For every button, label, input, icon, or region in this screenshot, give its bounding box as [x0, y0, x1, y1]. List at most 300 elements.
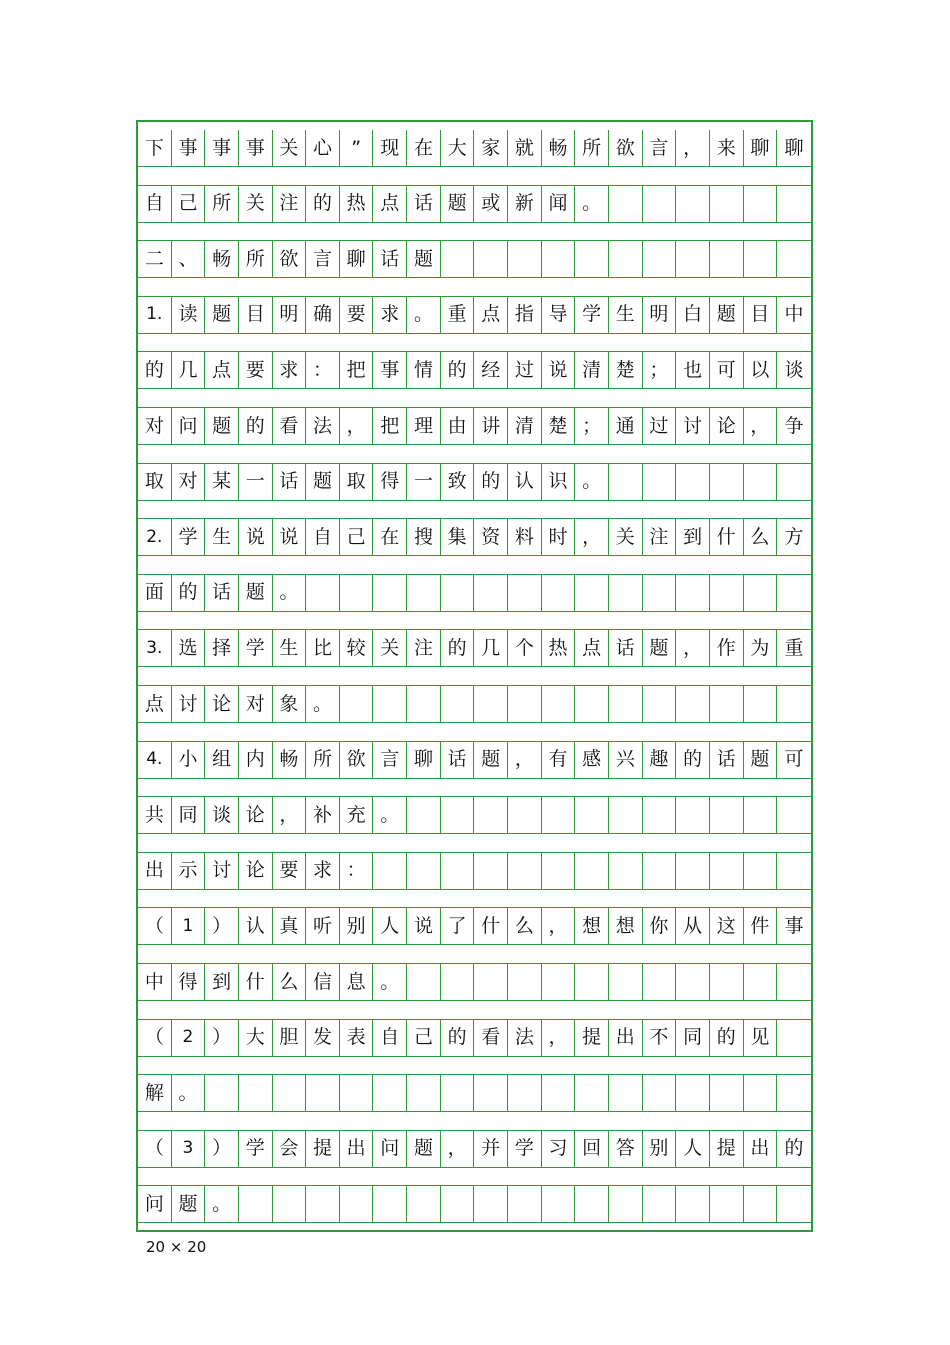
grid-cell: 的 — [138, 352, 172, 388]
grid-cell: 讲 — [474, 408, 508, 444]
grid-cell: 以 — [744, 352, 778, 388]
grid-row — [138, 908, 811, 945]
grid-cell: 问 — [373, 1131, 407, 1167]
grid-cell: 话 — [407, 186, 441, 222]
grid-cell: 清 — [508, 408, 542, 444]
grid-cell: 的 — [474, 464, 508, 500]
grid-cell: 的 — [239, 408, 273, 444]
grid-cell: 点 — [138, 686, 172, 722]
row-gap — [138, 1057, 811, 1076]
grid-cell — [777, 797, 811, 833]
grid-cell: 的 — [710, 1020, 744, 1056]
grid-cell: 争 — [784, 414, 804, 437]
grid-cell — [575, 853, 609, 889]
grid-cell — [575, 1186, 609, 1222]
grid-cell: 可 — [784, 748, 804, 771]
grid-cell: ： — [306, 352, 340, 388]
grid-cell: 2. — [138, 519, 172, 555]
grid-cell: 这 — [710, 908, 744, 944]
grid-cell: 得 — [172, 964, 206, 1000]
grid-cell: ： — [340, 853, 374, 889]
grid-size-label: 20 × 20 — [146, 1238, 207, 1256]
grid-cell: 把 — [373, 408, 407, 444]
grid-cell: 注 — [643, 519, 677, 555]
grid-cell: 补 — [306, 797, 340, 833]
grid-cell — [777, 1020, 811, 1056]
grid-cell: 么 — [508, 908, 542, 944]
grid-cell — [777, 1186, 811, 1222]
grid-cell: 题 — [205, 297, 239, 333]
grid-cell: 么 — [273, 964, 307, 1000]
grid-cell: 己 — [340, 519, 374, 555]
grid-cell — [306, 1075, 340, 1111]
grid-cell: 欲 — [609, 130, 643, 166]
grid-cell — [676, 797, 710, 833]
grid-cell: 楚 — [609, 352, 643, 388]
grid-cell — [744, 464, 778, 500]
grid-cell — [407, 964, 441, 1000]
grid-cell — [609, 686, 643, 722]
grid-cell: 生 — [609, 297, 643, 333]
grid-cell: 理 — [407, 408, 441, 444]
grid-cell — [676, 241, 710, 277]
grid-cell — [609, 575, 643, 611]
row-gap — [138, 723, 811, 742]
grid-cell: ） — [205, 1131, 239, 1167]
grid-cell: 注 — [407, 630, 441, 666]
grid-cell — [744, 241, 778, 277]
grid-cell: 可 — [710, 352, 744, 388]
grid-cell — [710, 464, 744, 500]
grid-cell — [407, 686, 441, 722]
grid-cell — [474, 853, 508, 889]
grid-cell: 解 — [138, 1075, 172, 1111]
grid-cell: 出 — [744, 1131, 778, 1167]
grid-cell — [474, 797, 508, 833]
grid-row — [138, 464, 811, 501]
grid-cell: 人 — [373, 908, 407, 944]
grid-cell — [777, 575, 811, 611]
grid-cell — [744, 853, 778, 889]
grid-cell — [676, 686, 710, 722]
grid-cell: 胆 — [273, 1020, 307, 1056]
grid-cell: 趣 — [643, 742, 677, 778]
row-gap — [138, 223, 811, 242]
grid-cell — [441, 575, 475, 611]
grid-cell: 认 — [508, 464, 542, 500]
grid-cell: 提 — [306, 1131, 340, 1167]
grid-cell — [407, 853, 441, 889]
grid-cell: 关 — [373, 630, 407, 666]
grid-cell: 生 — [205, 519, 239, 555]
grid-cell: 所 — [575, 130, 609, 166]
grid-cell: 面 — [138, 575, 172, 611]
grid-cell: 言 — [643, 130, 677, 166]
grid-cell: 求 — [373, 297, 407, 333]
grid-cell: 说 — [273, 519, 307, 555]
row-gap — [138, 612, 811, 631]
grid-cell: 新 — [508, 186, 542, 222]
grid-cell: （ — [138, 1131, 172, 1167]
grid-cell: 己 — [407, 1020, 441, 1056]
grid-cell: 什 — [239, 964, 273, 1000]
grid-cell: 对 — [138, 408, 172, 444]
grid-cell: 话 — [273, 464, 307, 500]
grid-cell — [474, 1186, 508, 1222]
grid-cell — [542, 686, 576, 722]
grid-cell: ， — [676, 630, 710, 666]
grid-cell — [643, 464, 677, 500]
grid-cell: 求 — [273, 352, 307, 388]
grid-cell: 小 — [172, 742, 206, 778]
grid-cell: 重 — [784, 636, 804, 659]
row-gap — [138, 667, 811, 686]
grid-cell: 注 — [273, 186, 307, 222]
grid-cell: 所 — [306, 742, 340, 778]
grid-cell: 什 — [474, 908, 508, 944]
grid-cell: ） — [205, 1020, 239, 1056]
grid-cell: 习 — [542, 1131, 576, 1167]
grid-cell: 就 — [508, 130, 542, 166]
grid-cell: 共 — [138, 797, 172, 833]
grid-cell — [744, 797, 778, 833]
grid-cell: ； — [575, 408, 609, 444]
grid-cell — [373, 1075, 407, 1111]
grid-cell: 的 — [306, 186, 340, 222]
grid-cell: 较 — [340, 630, 374, 666]
grid-cell — [340, 1186, 374, 1222]
grid-cell — [474, 575, 508, 611]
grid-cell: 要 — [239, 352, 273, 388]
row-gap — [138, 779, 811, 798]
grid-cell: 听 — [306, 908, 340, 944]
grid-cell: 讨 — [172, 686, 206, 722]
grid-cell: 取 — [340, 464, 374, 500]
grid-row — [138, 186, 811, 223]
grid-cell: 为 — [744, 630, 778, 666]
grid-cell: 要 — [340, 297, 374, 333]
grid-cell: 下 — [138, 130, 172, 166]
grid-row — [138, 241, 811, 278]
grid-cell: 1. — [138, 297, 172, 333]
grid-cell — [508, 964, 542, 1000]
grid-cell: 来 — [710, 130, 744, 166]
grid-cell — [508, 241, 542, 277]
grid-cell — [676, 1186, 710, 1222]
grid-cell: 想 — [609, 908, 643, 944]
grid-cell: 话 — [441, 742, 475, 778]
grid-cell: 事 — [784, 914, 804, 937]
grid-cell: 热 — [340, 186, 374, 222]
grid-cell: 自 — [306, 519, 340, 555]
grid-cell — [373, 853, 407, 889]
grid-cell: 出 — [138, 853, 172, 889]
grid-cell — [441, 1075, 475, 1111]
grid-cell: 、 — [172, 241, 206, 277]
grid-cell: 心 — [306, 130, 340, 166]
row-gap — [138, 834, 811, 853]
grid-cell: 什 — [710, 519, 744, 555]
grid-cell — [373, 575, 407, 611]
grid-row — [138, 519, 811, 556]
grid-cell: 件 — [744, 908, 778, 944]
grid-cell: ； — [643, 352, 677, 388]
grid-cell: 讨 — [205, 853, 239, 889]
grid-cell — [609, 853, 643, 889]
grid-row — [138, 130, 811, 167]
grid-cell: 事 — [239, 130, 273, 166]
grid-cell — [340, 686, 374, 722]
grid-cell: 法 — [508, 1020, 542, 1056]
grid-cell: 题 — [407, 241, 441, 277]
row-gap — [138, 389, 811, 408]
grid-cell: 畅 — [273, 742, 307, 778]
grid-cell — [441, 853, 475, 889]
grid-cell: 大 — [441, 130, 475, 166]
grid-cell: ， — [340, 408, 374, 444]
grid-cell: 感 — [575, 742, 609, 778]
grid-cell: 学 — [575, 297, 609, 333]
grid-cell — [474, 964, 508, 1000]
grid-cell: 3 — [172, 1131, 206, 1167]
grid-cell: 从 — [676, 908, 710, 944]
grid-cell: 由 — [441, 408, 475, 444]
grid-cell: 信 — [306, 964, 340, 1000]
grid-cell: 同 — [676, 1020, 710, 1056]
grid-cell — [643, 241, 677, 277]
grid-cell: 畅 — [542, 130, 576, 166]
grid-cell: 把 — [340, 352, 374, 388]
grid-cell: 二 — [138, 241, 172, 277]
grid-cell — [777, 964, 811, 1000]
grid-cell — [508, 686, 542, 722]
grid-row — [138, 1075, 811, 1112]
grid-cell: 目 — [744, 297, 778, 333]
grid-cell — [407, 797, 441, 833]
grid-cell: 同 — [172, 797, 206, 833]
grid-cell: 认 — [239, 908, 273, 944]
grid-cell: ， — [744, 408, 778, 444]
grid-cell: 说 — [542, 352, 576, 388]
grid-cell — [777, 853, 811, 889]
grid-cell: 几 — [474, 630, 508, 666]
grid-cell — [508, 797, 542, 833]
grid-cell: 求 — [306, 853, 340, 889]
grid-cell — [205, 1075, 239, 1111]
grid-cell: ， — [441, 1131, 475, 1167]
grid-cell: 论 — [205, 686, 239, 722]
grid-cell — [273, 1186, 307, 1222]
grid-cell: 。 — [575, 186, 609, 222]
grid-cell — [575, 575, 609, 611]
grid-cell — [542, 241, 576, 277]
grid-cell — [643, 853, 677, 889]
grid-cell — [542, 797, 576, 833]
grid-cell: 4. — [138, 742, 172, 778]
grid-cell: 致 — [441, 464, 475, 500]
grid-cell — [407, 1075, 441, 1111]
grid-cell — [643, 1186, 677, 1222]
grid-cell: 生 — [273, 630, 307, 666]
grid-cell: 择 — [205, 630, 239, 666]
row-gap — [138, 890, 811, 909]
grid-cell: ” — [340, 130, 374, 166]
grid-cell — [744, 575, 778, 611]
grid-cell: 真 — [273, 908, 307, 944]
grid-cell — [643, 686, 677, 722]
grid-cell: 闻 — [542, 186, 576, 222]
grid-cell: 题 — [744, 742, 778, 778]
grid-cell — [777, 186, 811, 222]
grid-cell: 对 — [172, 464, 206, 500]
grid-cell — [777, 241, 811, 277]
grid-cell: 会 — [273, 1131, 307, 1167]
grid-cell: 问 — [138, 1186, 172, 1222]
grid-cell — [710, 853, 744, 889]
grid-cell: 通 — [609, 408, 643, 444]
grid-cell: （ — [138, 1020, 172, 1056]
row-gap — [138, 167, 811, 186]
grid-cell — [643, 964, 677, 1000]
grid-cell: 一 — [239, 464, 273, 500]
grid-cell: 。 — [373, 797, 407, 833]
grid-cell: 内 — [239, 742, 273, 778]
grid-cell: 题 — [306, 464, 340, 500]
grid-cell: 点 — [575, 630, 609, 666]
grid-cell: 1 — [172, 908, 206, 944]
grid-cell: 事 — [373, 352, 407, 388]
grid-row — [138, 408, 811, 445]
grid-cell — [777, 1075, 811, 1111]
grid-cell: 取 — [138, 464, 172, 500]
grid-cell: 热 — [542, 630, 576, 666]
grid-cell: 搜 — [407, 519, 441, 555]
grid-cell — [710, 686, 744, 722]
grid-cell: 说 — [239, 519, 273, 555]
grid-cell — [542, 1186, 576, 1222]
row-gap — [138, 1001, 811, 1020]
grid-cell: 资 — [474, 519, 508, 555]
grid-cell — [508, 575, 542, 611]
grid-cell: 3. — [138, 630, 172, 666]
grid-cell: 题 — [407, 1131, 441, 1167]
grid-cell — [373, 686, 407, 722]
grid-cell — [575, 241, 609, 277]
grid-cell: 出 — [340, 1131, 374, 1167]
grid-cell — [609, 464, 643, 500]
grid-cell: ， — [508, 742, 542, 778]
grid-cell: 表 — [340, 1020, 374, 1056]
grid-cell: 个 — [508, 630, 542, 666]
grid-cell — [575, 1075, 609, 1111]
grid-cell — [441, 241, 475, 277]
grid-cell: 想 — [575, 908, 609, 944]
grid-cell — [744, 686, 778, 722]
grid-cell: 经 — [474, 352, 508, 388]
grid-cell — [542, 853, 576, 889]
grid-cell: 聊 — [784, 136, 804, 159]
grid-cell: 也 — [676, 352, 710, 388]
grid-cell: 。 — [575, 464, 609, 500]
grid-row — [138, 964, 811, 1001]
grid-cell — [744, 964, 778, 1000]
grid-cell: 识 — [542, 464, 576, 500]
grid-cell: 充 — [340, 797, 374, 833]
grid-cell — [508, 1075, 542, 1111]
grid-cell: 么 — [744, 519, 778, 555]
grid-cell — [676, 186, 710, 222]
grid-row — [138, 797, 811, 834]
grid-cell: 过 — [508, 352, 542, 388]
grid-cell — [407, 1186, 441, 1222]
grid-row — [138, 630, 811, 667]
grid-cell — [676, 964, 710, 1000]
grid-cell: 。 — [407, 297, 441, 333]
grid-cell: 在 — [373, 519, 407, 555]
grid-cell: 聊 — [744, 130, 778, 166]
grid-cell: 言 — [306, 241, 340, 277]
grid-cell — [609, 241, 643, 277]
grid-cell: 确 — [306, 297, 340, 333]
grid-cell: 的 — [441, 1020, 475, 1056]
grid-cell: 看 — [474, 1020, 508, 1056]
grid-cell: 情 — [407, 352, 441, 388]
grid-cell — [575, 797, 609, 833]
grid-cell — [643, 797, 677, 833]
grid-cell: 关 — [239, 186, 273, 222]
grid-row — [138, 1020, 811, 1057]
row-gap — [138, 501, 811, 520]
grid-cell: 话 — [373, 241, 407, 277]
grid-cell — [239, 1186, 273, 1222]
grid-cell: 示 — [172, 853, 206, 889]
grid-cell — [710, 186, 744, 222]
grid-cell: 聊 — [340, 241, 374, 277]
grid-cell — [609, 186, 643, 222]
grid-cell: 目 — [239, 297, 273, 333]
grid-cell: 作 — [710, 630, 744, 666]
grid-cell: 别 — [643, 1131, 677, 1167]
grid-cell — [643, 1075, 677, 1111]
grid-cell: 话 — [609, 630, 643, 666]
grid-cell — [710, 241, 744, 277]
grid-cell — [542, 964, 576, 1000]
grid-cell — [777, 686, 811, 722]
grid-cell — [441, 1186, 475, 1222]
grid-cell: ） — [205, 908, 239, 944]
grid-cell: 话 — [710, 742, 744, 778]
grid-cell — [643, 575, 677, 611]
grid-cell: 楚 — [542, 408, 576, 444]
grid-cell: 或 — [474, 186, 508, 222]
grid-cell — [474, 241, 508, 277]
grid-cell: 中 — [784, 303, 804, 326]
row-gap — [138, 1112, 811, 1131]
grid-cell — [575, 686, 609, 722]
grid-cell — [676, 853, 710, 889]
grid-cell: 导 — [542, 297, 576, 333]
grid-cell: 比 — [306, 630, 340, 666]
grid-cell: 了 — [441, 908, 475, 944]
grid-cell: ， — [676, 130, 710, 166]
grid-cell: 别 — [340, 908, 374, 944]
grid-cell: 题 — [643, 630, 677, 666]
grid-cell: 关 — [273, 130, 307, 166]
grid-cell: 题 — [205, 408, 239, 444]
row-gap — [138, 556, 811, 575]
grid-cell: 中 — [138, 964, 172, 1000]
grid-cell: 明 — [643, 297, 677, 333]
